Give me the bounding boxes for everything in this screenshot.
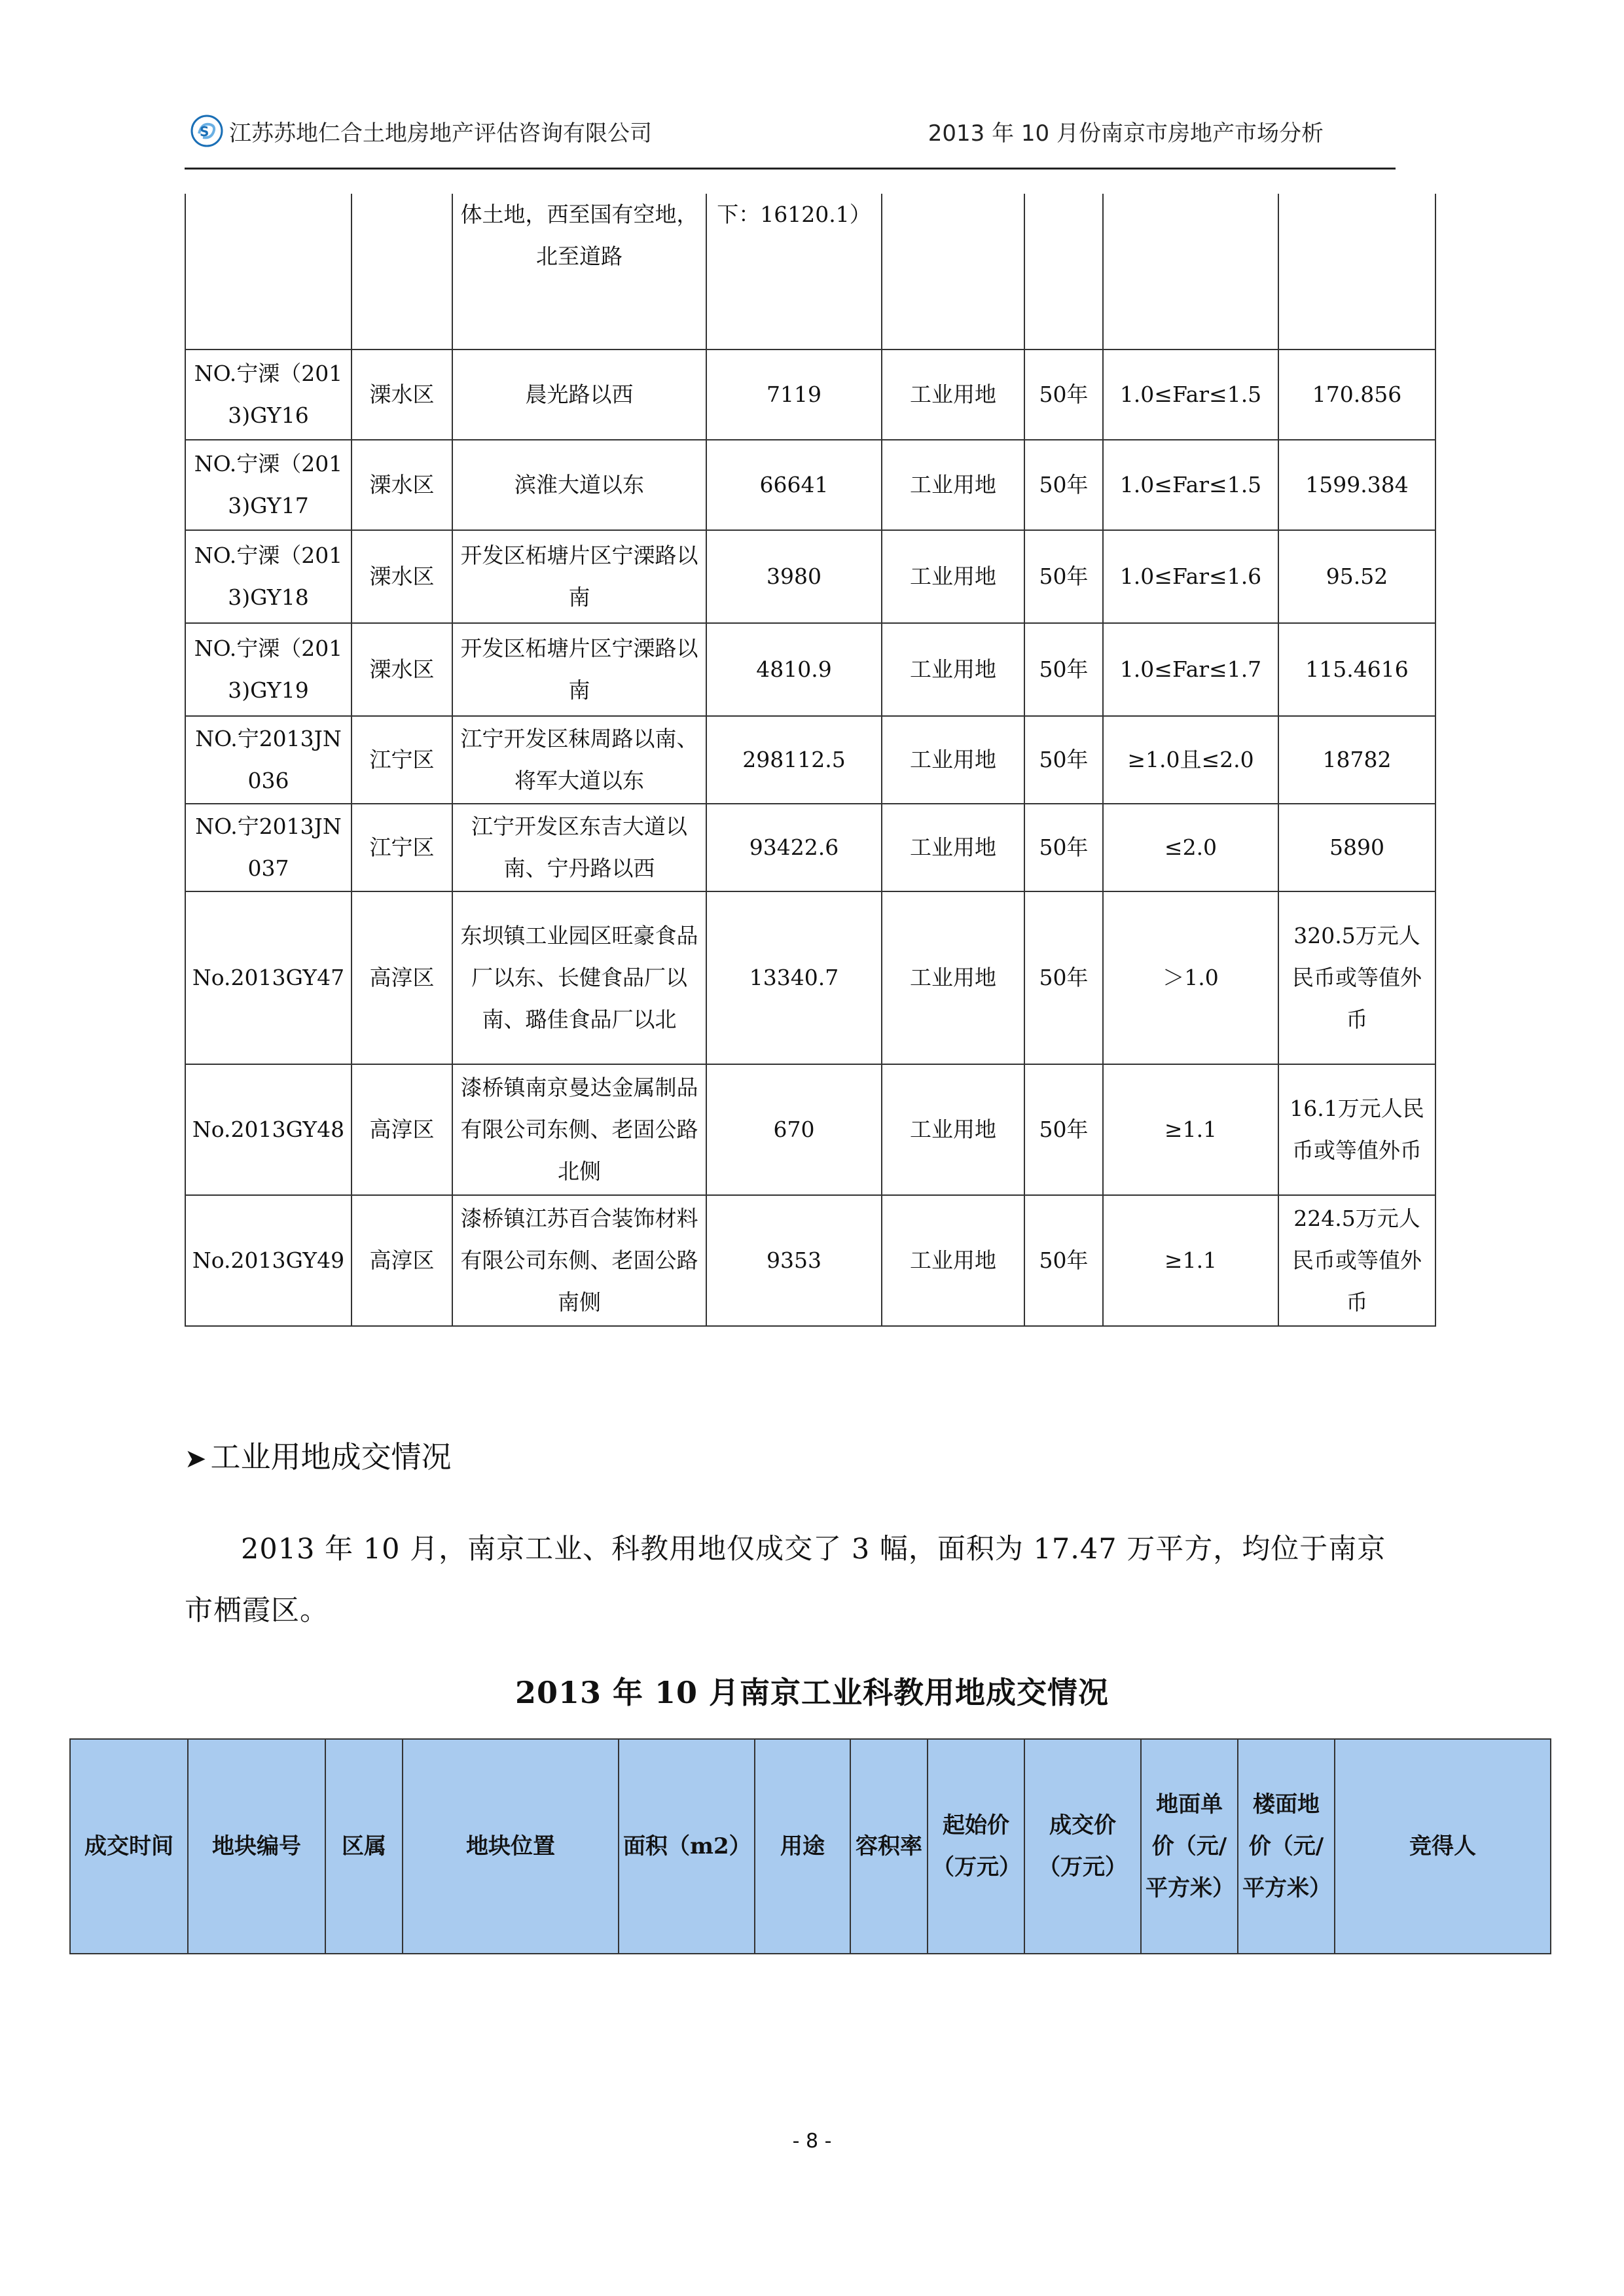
cell-id: No.2013GY49 [185,1195,352,1326]
cell-location: 体土地，西至国有空地，北至道路 [452,194,706,350]
arrow-bullet-icon: ➤ [185,1444,207,1474]
table-row [185,530,1435,623]
cell-far: ≥1.1 [1103,1195,1278,1326]
cell-use: 工业用地 [882,440,1024,530]
header-cell: 用途 [755,1739,850,1954]
cell-use: 工业用地 [882,804,1024,891]
cell-use: 工业用地 [882,716,1024,804]
svg-text:S: S [200,124,209,139]
cell-far: ≤2.0 [1103,804,1278,891]
cell-id: No.2013GY47 [185,891,352,1064]
header-cell: 区属 [325,1739,403,1954]
cell-term: 50年 [1024,716,1103,804]
header-cell: 容积率 [850,1739,928,1954]
cell-location: 开发区柘塘片区宁溧路以南 [452,530,706,623]
table-row [185,440,1435,530]
cell-far: 1.0≤Far≤1.6 [1103,530,1278,623]
cell-price: 170.856 [1278,350,1435,440]
cell-id: NO.宁溧（2013)GY16 [185,350,352,440]
section-heading-text: 工业用地成交情况 [210,1439,452,1475]
company-logo-icon [190,114,224,148]
cell-district: 溧水区 [352,623,452,716]
cell-district: 高淳区 [352,1195,452,1326]
header-cell: 地块位置 [403,1739,619,1954]
cell-id: NO.宁溧（2013)GY18 [185,530,352,623]
cell-term: 50年 [1024,804,1103,891]
cell-location: 漆桥镇江苏百合装饰材料有限公司东侧、老固公路南侧 [452,1195,706,1326]
cell-price: 1599.384 [1278,440,1435,530]
cell-district: 溧水区 [352,530,452,623]
cell-id: NO.宁溧（2013)GY19 [185,623,352,716]
cell-price: 115.4616 [1278,623,1435,716]
table-row [185,1195,1435,1326]
cell-id: NO.宁2013JN037 [185,804,352,891]
cell-location: 江宁开发区秣周路以南、将军大道以东 [452,716,706,804]
cell-area: 298112.5 [706,716,882,804]
cell-far: ≥1.1 [1103,1064,1278,1195]
deal-table [69,1738,1551,1954]
land-supply-table [185,194,1436,1327]
cell-far: ＞1.0 [1103,891,1278,1064]
report-title: 2013 年 10 月份南京市房地产市场分析 [928,120,1324,147]
cell-area: 670 [706,1064,882,1195]
table-row [185,891,1435,1064]
cell-price: 18782 [1278,716,1435,804]
table-row [185,804,1435,891]
cell-term: 50年 [1024,1064,1103,1195]
cell-area: 9353 [706,1195,882,1326]
cell-far [1103,194,1278,350]
cell-use: 工业用地 [882,350,1024,440]
cell-district [352,194,452,350]
cell-area: 66641 [706,440,882,530]
table-row [185,716,1435,804]
cell-location: 开发区柘塘片区宁溧路以南 [452,623,706,716]
cell-location: 江宁开发区东吉大道以南、宁丹路以西 [452,804,706,891]
company-name: 江苏苏地仁合土地房地产评估咨询有限公司 [229,120,652,147]
section-heading [185,1433,452,1477]
page-number: - 8 - [792,2130,832,2153]
cell-location: 东坝镇工业园区旺豪食品厂以东、长健食品厂以南、璐佳食品厂以北 [452,891,706,1064]
cell-location: 晨光路以西 [452,350,706,440]
header-cell: 地面单价（元/平方米） [1141,1739,1238,1954]
cell-location: 漆桥镇南京曼达金属制品有限公司东侧、老固公路北侧 [452,1064,706,1195]
cell-use: 工业用地 [882,623,1024,716]
cell-use: 工业用地 [882,891,1024,1064]
table-row [185,194,1435,350]
cell-term: 50年 [1024,623,1103,716]
cell-term: 50年 [1024,530,1103,623]
cell-id: NO.宁2013JN036 [185,716,352,804]
summary-paragraph: 2013 年 10 月，南京工业、科教用地仅成交了 3 幅，面积为 17.47 万平方，均位于南京市栖霞区。 [185,1533,1386,1627]
cell-district: 高淳区 [352,891,452,1064]
cell-term: 50年 [1024,440,1103,530]
cell-far: 1.0≤Far≤1.7 [1103,623,1278,716]
cell-term: 50年 [1024,350,1103,440]
deal-table-header-row [70,1739,1551,1954]
cell-area: 13340.7 [706,891,882,1064]
cell-district: 江宁区 [352,716,452,804]
cell-term: 50年 [1024,891,1103,1064]
cell-far: 1.0≤Far≤1.5 [1103,350,1278,440]
header-cell: 成交时间 [70,1739,188,1954]
cell-far: 1.0≤Far≤1.5 [1103,440,1278,530]
header-cell: 地块编号 [188,1739,325,1954]
header-cell: 面积（m2） [619,1739,755,1954]
cell-area: 3980 [706,530,882,623]
cell-district: 江宁区 [352,804,452,891]
table-row [185,1064,1435,1195]
cell-district: 溧水区 [352,440,452,530]
table-row [185,623,1435,716]
page-header [185,111,1396,170]
header-cell: 起始价（万元） [928,1739,1024,1954]
header-cell: 楼面地价（元/平方米） [1238,1739,1335,1954]
cell-area: 93422.6 [706,804,882,891]
cell-use [882,194,1024,350]
header-cell: 成交价（万元） [1024,1739,1141,1954]
cell-price: 320.5万元人民币或等值外币 [1278,891,1435,1064]
deal-table-title: 2013 年 10 月南京工业科教用地成交情况 [514,1675,1110,1710]
table-row [185,350,1435,440]
cell-district: 溧水区 [352,350,452,440]
cell-use: 工业用地 [882,1195,1024,1326]
cell-area: 4810.9 [706,623,882,716]
cell-price [1278,194,1435,350]
cell-area: 7119 [706,350,882,440]
cell-use: 工业用地 [882,530,1024,623]
cell-far: ≥1.0且≤2.0 [1103,716,1278,804]
cell-term [1024,194,1103,350]
cell-price: 16.1万元人民币或等值外币 [1278,1064,1435,1195]
cell-location: 滨淮大道以东 [452,440,706,530]
cell-term: 50年 [1024,1195,1103,1326]
cell-use: 工业用地 [882,1064,1024,1195]
cell-id: NO.宁溧（2013)GY17 [185,440,352,530]
cell-price: 5890 [1278,804,1435,891]
cell-price: 224.5万元人民币或等值外币 [1278,1195,1435,1326]
cell-id [185,194,352,350]
cell-price: 95.52 [1278,530,1435,623]
cell-id: No.2013GY48 [185,1064,352,1195]
header-cell: 竞得人 [1335,1739,1551,1954]
cell-area: 下：16120.1） [706,194,882,350]
cell-district: 高淳区 [352,1064,452,1195]
